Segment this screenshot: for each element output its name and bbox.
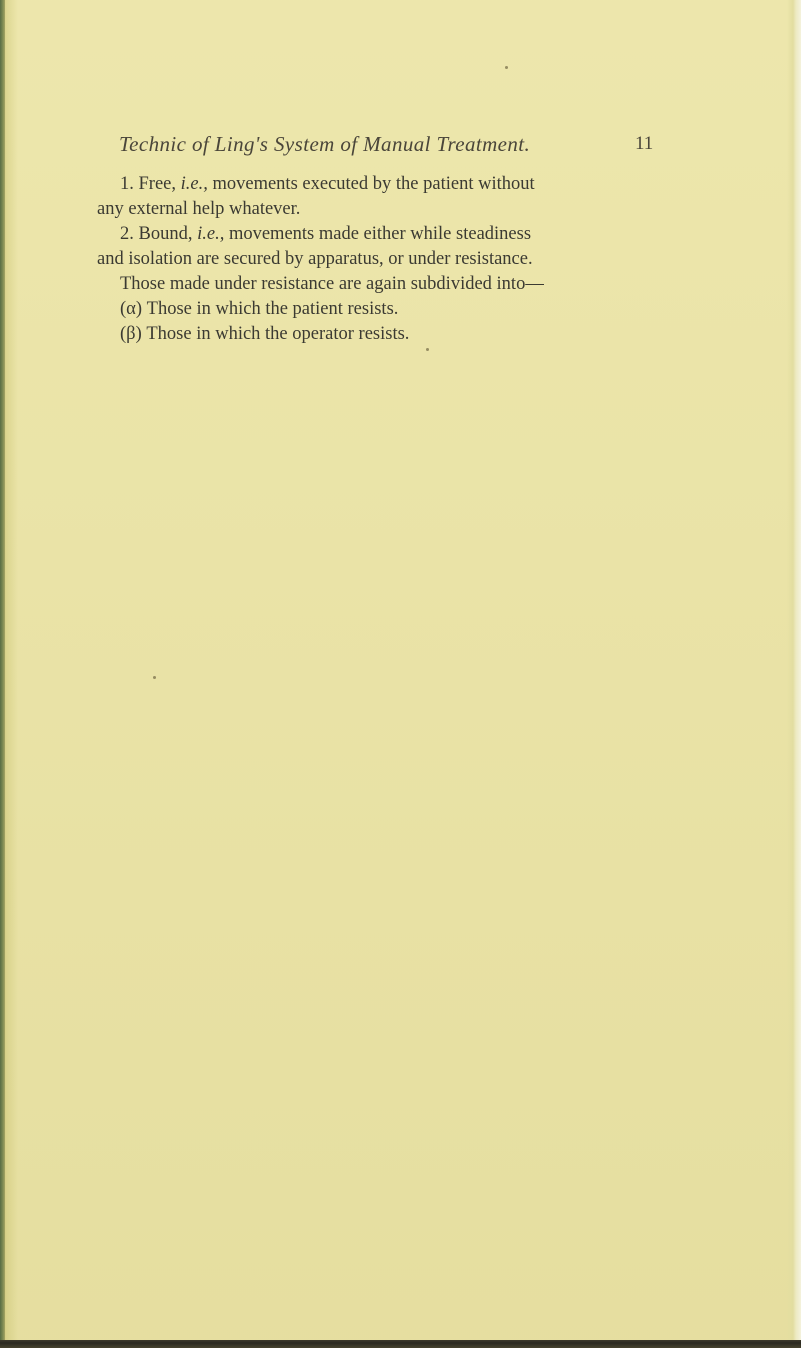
page-header: [119, 132, 659, 158]
item-bound-continued: and isolation are secured by apparatus, or under resistance.: [97, 249, 533, 269]
item-free-continued: any external help whatever.: [97, 199, 301, 219]
subitem-alpha: (α) Those in which the patient resists.: [120, 299, 399, 319]
item-bound: 2. Bound, i.e., movements made either while steadiness: [120, 224, 532, 244]
paper-speck: [426, 348, 429, 351]
page-right-edge: [787, 0, 801, 1348]
subdivision-intro: Those made under resistance are again subdivided into—: [120, 274, 544, 294]
subitem-beta-marker: (β): [120, 324, 142, 344]
page-spine-edge: [0, 0, 5, 1348]
subitem-alpha-marker: (α): [120, 299, 143, 319]
page-bottom-edge: [0, 1340, 801, 1348]
paper-speck: [153, 676, 156, 679]
item-free: 1. Free, i.e., movements executed by the patient without: [120, 174, 535, 194]
running-head: Technic of Ling's System of Manual Treatment.: [119, 132, 531, 156]
subitem-beta: (β) Those in which the operator resists.: [120, 324, 410, 344]
page-number: 11: [635, 133, 654, 154]
body-text: [97, 172, 657, 347]
paper-speck: [505, 66, 508, 69]
